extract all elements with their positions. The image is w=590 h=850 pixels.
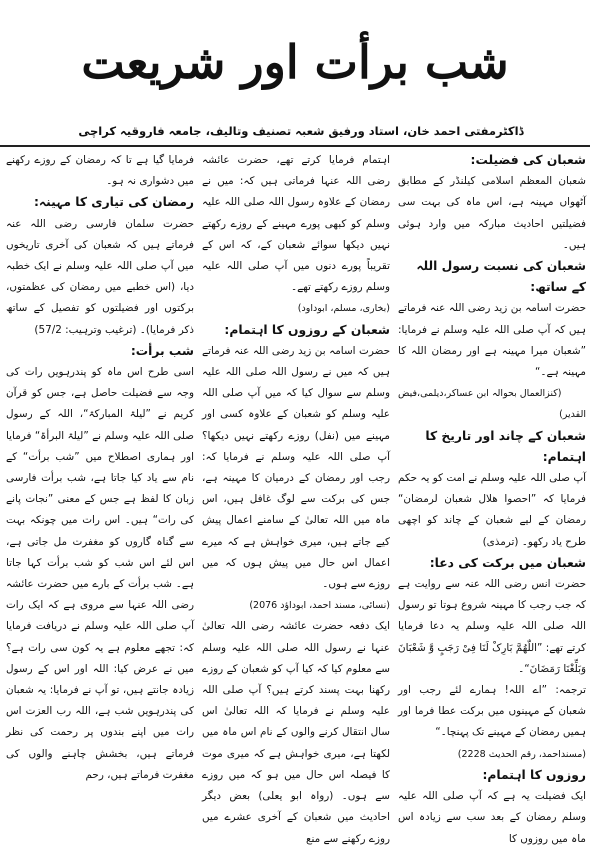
section-heading: شعبان میں برکت کی دعا: — [429, 555, 586, 570]
column-middle — [198, 150, 394, 845]
section-heading: شعبان کے روزوں کا اہتمام: — [224, 322, 390, 337]
header-divider — [0, 145, 590, 147]
body-paragraph: ایک دفعہ حضرت عائشہ رضی اللہ تعالیٰ عنہا نے رسول اللہ صلی اللہ علیہ وسلم سے معلوم کیا کہ کیا آپ کو شعبان کے روزے رکھنا بہت پسند کرتے ہیں؟ آپ صلی اللہ علیہ وسلم نے فرمایا کہ اللہ تعالیٰ اس سال انتقال کرنے والوں کے نام اس ماہ میں لکھتا ہے، میری خواہش ہے کہ میری موت کا فیصلہ اس حال میں ہو کہ میں روزے سے ہوں۔ (رواہ ابو یعلی) بعض دیگر احادیث میں شعبان کے آخری عشرے میں روزے رکھنے سے منع — [202, 620, 390, 845]
body-paragraph: ترجمہ: ”اے اللہ! ہمارے لئے رجب اور شعبان کے مہینوں میں برکت عطا فرما اور ہمیں رمضان کے مہینے تک پہنچا۔“ — [398, 684, 586, 739]
body-paragraph: حضرت اسامہ بن زید رضی اللہ عنہ فرماتے ہیں کہ آپ صلی اللہ علیہ وسلم نے فرمایا: ”شعبان میرا مہینہ ہے اور رمضان اللہ کا مہینہ ہے۔“ — [398, 302, 586, 379]
section-heading: رمضان کی تیاری کا مہینہ: — [34, 195, 194, 210]
section-heading: شعبان کی فضیلت: — [470, 153, 586, 167]
citation: (مسنداحمد، رقم الحدیث 2228) — [457, 748, 586, 760]
article-title: شب برأت اور شریعت — [81, 35, 509, 89]
body-paragraph: اہتمام فرمایا کرتے تھے، حضرت عائشہ رضی اللہ عنہا فرماتی ہیں کہ: میں نے رمضان کے علاوہ رسول اللہ صلی اللہ علیہ وسلم کو کبھی پورے مہینے کے روزے رکھتے نہیں دیکھا سوائے شعبان کے، کہ اس کے تقریباً پورے دنوں میں آپ صلی اللہ علیہ وسلم روزے رکھتے تھے۔ — [202, 154, 390, 294]
section-heading: شعبان کے چاند اور تاریخ کا اہتمام: — [425, 428, 586, 464]
article-columns — [0, 150, 590, 845]
body-paragraph: حضرت اسامہ بن زید رضی اللہ عنہ فرماتے ہیں کہ میں نے رسول اللہ صلی اللہ علیہ وسلم سے سوال کیا کہ میں آپ صلی اللہ علیہ وسلم کو شعبان کے علاوہ کسی اور مہینے میں (نفل) روزے رکھتے نہیں دیکھا؟ آپ صلی اللہ علیہ وسلم نے فرمایا کہ: رجب اور رمضان کے درمیان کا مہینہ ہے، جس کی برکت سے لوگ غافل ہیں، اس ماہ میں اللہ تعالیٰ کے سامنے اعمال پیش کیے جاتے ہیں، میری خواہش ہے کہ میرے اعمال اس حال میں پیش ہوں کہ میں روزے سے ہوں۔ — [202, 344, 390, 591]
body-paragraph: حضرت انس رضی اللہ عنہ سے روایت ہے کہ جب رجب کا مہینہ شروع ہوتا تو رسول اللہ صلی اللہ علیہ وسلم یہ دعا فرمایا کرتے تھے: ”اللّٰھُمَّ بَارِکْ لَنَا فِیْ رَجَبٍ وَّ شَعْبَانَ وَبَلِّغْنَا رَمَضَانَ“۔ — [398, 578, 586, 675]
section-heading: شب برأت: — [130, 343, 194, 358]
body-paragraph: اسی طرح اس ماہ کو پندرہویں رات کی وجہ سے فضیلت حاصل ہے، جس کو قرآن کریم نے ”لیلۃ المبارکۃ“، اللہ کے رسول صلی اللہ علیہ وسلم نے ”لیلۃ البرأۃ“ فرمایا اور ہماری اصطلاح میں ”شب برأت“ کے نام سے یاد کیا جاتا ہے، شب برأت فارسی زبان کا لفظ ہے جس کے معنی ”نجات پانے کی رات“ ہیں۔ اس رات میں چونکہ بہت سے گناہ گاروں کو مغفرت مل جاتی ہے، اس لئے اس شب کو شب برأت کہا جاتا ہے۔ شب برأت کے بارے میں حضرت عائشہ رضی اللہ عنہا سے مروی ہے کہ ایک رات آپ صلی اللہ علیہ وسلم نے دریافت فرمایا کہ: تجھے معلوم ہے یہ کون سی رات ہے؟ میں نے عرض کیا: اللہ اور اس کے رسول زیادہ جانتے ہیں، تو آپ نے فرمایا: یہ شعبان کی پندرہویں شب ہے، اللہ رب العزت اس رات میں اپنے بندوں پر رحمت کی نظر فرماتے ہیں، بخشش چاہنے والوں کی مغفرت فرماتے ہیں، رحم — [6, 366, 194, 781]
body-paragraph: ایک فضیلت یہ ہے کہ آپ صلی اللہ علیہ وسلم رمضان کے بعد سب سے زیادہ اس ماہ میں روزوں کا — [398, 790, 586, 845]
column-right — [394, 150, 590, 845]
section-heading: روزوں کا اہتمام: — [482, 767, 586, 782]
body-paragraph: شعبان المعظم اسلامی کیلنڈر کے مطابق آٹھواں مہینہ ہے، اس ماہ کی بہت سی فضیلتیں احادیث مبارکہ میں وارد ہوئی ہیں۔ — [398, 175, 586, 251]
section-heading: شعبان کی نسبت رسول اللہ کے ساتھ: — [416, 259, 586, 295]
author-byline: ڈاکٹرمفتی احمد خان، استاد ورفیق شعبہ تصنیف وتالیف، جامعہ فاروقیہ کراچی — [78, 124, 524, 138]
citation: (نسائی، مسند احمد، ابوداؤد 2076) — [249, 600, 390, 612]
body-paragraph: حضرت سلمان فارسی رضی اللہ عنہ فرماتے ہیں کہ شعبان کی آخری تاریخوں میں آپ صلی اللہ علیہ وسلم نے ایک خطبہ دیا، (اس خطبے میں رمضان کی عظمتوں، برکتوں اور فضیلتوں کو تفصیل کے ساتھ ذکر فرمایا)۔ (ترغیب وترہیب: 57/2) — [6, 217, 194, 336]
column-left — [2, 150, 198, 795]
citation: (بخاری، مسلم، ابوداود) — [297, 303, 390, 315]
body-paragraph: آپ صلی اللہ علیہ وسلم نے امت کو یہ حکم فرمایا کہ ”احصوا ھلال شعبان لرمضان“ رمضان کے لیے شعبان کے چاند کو اچھی طرح یاد رکھو۔ (ترمذی) — [398, 472, 586, 548]
citation: (کنزالعمال بحوالہ ابن عساکر،دیلمی،فیض القدیر) — [398, 388, 586, 421]
body-paragraph: فرمایا گیا ہے تا کہ رمضان کے روزے رکھنے میں دشواری نہ ہو۔ — [6, 154, 194, 188]
